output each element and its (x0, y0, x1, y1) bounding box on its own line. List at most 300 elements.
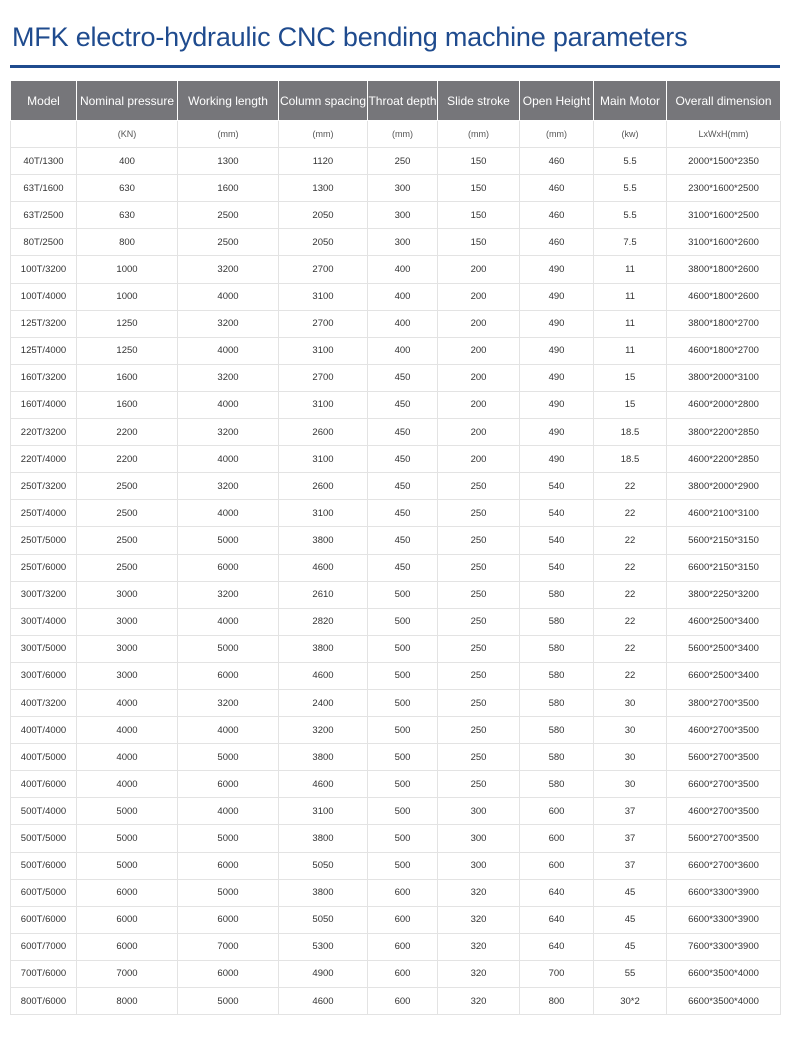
cell-main-motor: 30 (594, 717, 667, 744)
cell-main-motor: 22 (594, 473, 667, 500)
cell-slide-stroke: 320 (438, 988, 520, 1015)
cell-open-height: 580 (520, 717, 594, 744)
cell-working-length: 1600 (178, 175, 279, 202)
cell-slide-stroke: 200 (438, 391, 520, 418)
cell-slide-stroke: 320 (438, 933, 520, 960)
cell-overall-dimension: 6600*3300*3900 (667, 879, 781, 906)
cell-throat-depth: 500 (368, 635, 438, 662)
cell-main-motor: 22 (594, 662, 667, 689)
cell-model: 160T/4000 (11, 391, 77, 418)
cell-column-spacing: 2820 (279, 608, 368, 635)
cell-nominal-pressure: 630 (77, 202, 178, 229)
cell-working-length: 3200 (178, 473, 279, 500)
table-row (11, 310, 781, 337)
header-row (11, 81, 781, 121)
cell-column-spacing: 2700 (279, 310, 368, 337)
cell-nominal-pressure: 2500 (77, 527, 178, 554)
cell-model: 100T/4000 (11, 283, 77, 310)
cell-nominal-pressure: 2500 (77, 473, 178, 500)
cell-model: 250T/3200 (11, 473, 77, 500)
cell-overall-dimension: 6600*2700*3500 (667, 771, 781, 798)
table-row (11, 283, 781, 310)
cell-working-length: 2500 (178, 202, 279, 229)
cell-model: 220T/4000 (11, 446, 77, 473)
cell-nominal-pressure: 3000 (77, 662, 178, 689)
cell-model: 63T/1600 (11, 175, 77, 202)
table-row (11, 608, 781, 635)
cell-main-motor: 22 (594, 608, 667, 635)
cell-main-motor: 37 (594, 852, 667, 879)
cell-overall-dimension: 4600*1800*2600 (667, 283, 781, 310)
cell-overall-dimension: 3800*2200*2850 (667, 419, 781, 446)
unit-slide-stroke: (mm) (438, 121, 520, 148)
cell-main-motor: 37 (594, 798, 667, 825)
cell-overall-dimension: 4600*2000*2800 (667, 391, 781, 418)
cell-nominal-pressure: 1600 (77, 391, 178, 418)
cell-model: 600T/5000 (11, 879, 77, 906)
cell-open-height: 490 (520, 391, 594, 418)
cell-overall-dimension: 6600*2700*3600 (667, 852, 781, 879)
title-underline (10, 65, 780, 68)
cell-overall-dimension: 4600*2700*3500 (667, 717, 781, 744)
cell-main-motor: 30 (594, 744, 667, 771)
cell-model: 700T/6000 (11, 960, 77, 987)
cell-slide-stroke: 250 (438, 473, 520, 500)
cell-throat-depth: 300 (368, 175, 438, 202)
cell-slide-stroke: 200 (438, 283, 520, 310)
cell-main-motor: 45 (594, 933, 667, 960)
cell-column-spacing: 2050 (279, 202, 368, 229)
cell-model: 600T/6000 (11, 906, 77, 933)
table-row (11, 500, 781, 527)
cell-nominal-pressure: 1250 (77, 310, 178, 337)
table-row (11, 148, 781, 175)
cell-slide-stroke: 250 (438, 662, 520, 689)
cell-open-height: 640 (520, 933, 594, 960)
cell-main-motor: 22 (594, 635, 667, 662)
header-open-height: Open Height (520, 81, 594, 121)
table-row (11, 933, 781, 960)
cell-open-height: 600 (520, 825, 594, 852)
cell-working-length: 6000 (178, 771, 279, 798)
cell-open-height: 490 (520, 256, 594, 283)
cell-model: 63T/2500 (11, 202, 77, 229)
cell-nominal-pressure: 2500 (77, 554, 178, 581)
header-nominal-pressure: Nominal pressure (77, 81, 178, 121)
cell-throat-depth: 500 (368, 581, 438, 608)
cell-overall-dimension: 4600*2700*3500 (667, 798, 781, 825)
cell-main-motor: 37 (594, 825, 667, 852)
table-row (11, 419, 781, 446)
cell-open-height: 490 (520, 364, 594, 391)
cell-nominal-pressure: 1600 (77, 364, 178, 391)
cell-overall-dimension: 5600*2700*3500 (667, 744, 781, 771)
cell-main-motor: 22 (594, 581, 667, 608)
cell-working-length: 5000 (178, 825, 279, 852)
cell-slide-stroke: 300 (438, 825, 520, 852)
table-row (11, 581, 781, 608)
cell-nominal-pressure: 4000 (77, 717, 178, 744)
cell-model: 400T/3200 (11, 689, 77, 716)
cell-slide-stroke: 320 (438, 960, 520, 987)
cell-main-motor: 11 (594, 310, 667, 337)
cell-open-height: 580 (520, 662, 594, 689)
cell-working-length: 6000 (178, 662, 279, 689)
cell-nominal-pressure: 2200 (77, 419, 178, 446)
units-row (11, 121, 781, 148)
cell-overall-dimension: 3100*1600*2500 (667, 202, 781, 229)
cell-open-height: 460 (520, 202, 594, 229)
cell-open-height: 580 (520, 581, 594, 608)
table-row (11, 527, 781, 554)
cell-throat-depth: 600 (368, 879, 438, 906)
cell-throat-depth: 400 (368, 310, 438, 337)
cell-working-length: 4000 (178, 500, 279, 527)
cell-model: 125T/3200 (11, 310, 77, 337)
cell-model: 500T/4000 (11, 798, 77, 825)
cell-slide-stroke: 150 (438, 148, 520, 175)
cell-main-motor: 15 (594, 364, 667, 391)
cell-working-length: 4000 (178, 337, 279, 364)
cell-overall-dimension: 7600*3300*3900 (667, 933, 781, 960)
cell-working-length: 3200 (178, 581, 279, 608)
cell-nominal-pressure: 3000 (77, 608, 178, 635)
cell-main-motor: 30 (594, 689, 667, 716)
table-body (11, 121, 781, 1015)
table-row (11, 960, 781, 987)
cell-slide-stroke: 150 (438, 229, 520, 256)
cell-working-length: 3200 (178, 419, 279, 446)
cell-column-spacing: 3100 (279, 391, 368, 418)
cell-column-spacing: 2700 (279, 364, 368, 391)
cell-nominal-pressure: 3000 (77, 581, 178, 608)
cell-main-motor: 18.5 (594, 419, 667, 446)
cell-column-spacing: 3200 (279, 717, 368, 744)
cell-nominal-pressure: 6000 (77, 879, 178, 906)
cell-column-spacing: 4600 (279, 554, 368, 581)
table-row (11, 689, 781, 716)
header-main-motor: Main Motor (594, 81, 667, 121)
cell-throat-depth: 450 (368, 446, 438, 473)
cell-main-motor: 30 (594, 771, 667, 798)
cell-model: 100T/3200 (11, 256, 77, 283)
cell-open-height: 600 (520, 798, 594, 825)
table-row (11, 635, 781, 662)
cell-open-height: 460 (520, 175, 594, 202)
cell-slide-stroke: 250 (438, 771, 520, 798)
cell-nominal-pressure: 4000 (77, 771, 178, 798)
cell-model: 600T/7000 (11, 933, 77, 960)
cell-slide-stroke: 250 (438, 608, 520, 635)
table-row (11, 906, 781, 933)
table-row (11, 446, 781, 473)
cell-column-spacing: 3100 (279, 798, 368, 825)
cell-working-length: 5000 (178, 879, 279, 906)
table-row (11, 473, 781, 500)
cell-column-spacing: 5050 (279, 852, 368, 879)
cell-throat-depth: 500 (368, 852, 438, 879)
cell-working-length: 3200 (178, 256, 279, 283)
cell-slide-stroke: 200 (438, 256, 520, 283)
table-row (11, 364, 781, 391)
table-row (11, 229, 781, 256)
cell-nominal-pressure: 2200 (77, 446, 178, 473)
cell-throat-depth: 500 (368, 689, 438, 716)
cell-open-height: 540 (520, 527, 594, 554)
cell-nominal-pressure: 5000 (77, 825, 178, 852)
cell-working-length: 7000 (178, 933, 279, 960)
header-column-spacing: Column spacing (279, 81, 368, 121)
table-row (11, 825, 781, 852)
cell-working-length: 6000 (178, 852, 279, 879)
cell-column-spacing: 1120 (279, 148, 368, 175)
cell-overall-dimension: 4600*2500*3400 (667, 608, 781, 635)
cell-working-length: 5000 (178, 988, 279, 1015)
cell-overall-dimension: 3800*2000*2900 (667, 473, 781, 500)
cell-working-length: 5000 (178, 527, 279, 554)
cell-main-motor: 5.5 (594, 202, 667, 229)
cell-main-motor: 55 (594, 960, 667, 987)
cell-nominal-pressure: 400 (77, 148, 178, 175)
cell-nominal-pressure: 800 (77, 229, 178, 256)
cell-nominal-pressure: 8000 (77, 988, 178, 1015)
cell-working-length: 1300 (178, 148, 279, 175)
cell-model: 250T/5000 (11, 527, 77, 554)
cell-working-length: 3200 (178, 310, 279, 337)
cell-slide-stroke: 250 (438, 689, 520, 716)
cell-column-spacing: 2400 (279, 689, 368, 716)
cell-working-length: 3200 (178, 689, 279, 716)
cell-throat-depth: 400 (368, 256, 438, 283)
cell-main-motor: 45 (594, 906, 667, 933)
cell-main-motor: 45 (594, 879, 667, 906)
cell-overall-dimension: 4600*2200*2850 (667, 446, 781, 473)
cell-slide-stroke: 250 (438, 717, 520, 744)
cell-overall-dimension: 6600*3300*3900 (667, 906, 781, 933)
cell-throat-depth: 450 (368, 527, 438, 554)
table-row (11, 744, 781, 771)
header-throat-depth: Throat depth (368, 81, 438, 121)
cell-throat-depth: 500 (368, 798, 438, 825)
unit-overall-dimension: LxWxH(mm) (667, 121, 781, 148)
cell-throat-depth: 450 (368, 391, 438, 418)
table-row (11, 771, 781, 798)
cell-model: 220T/3200 (11, 419, 77, 446)
unit-open-height: (mm) (520, 121, 594, 148)
cell-overall-dimension: 3800*2250*3200 (667, 581, 781, 608)
cell-overall-dimension: 6600*3500*4000 (667, 988, 781, 1015)
cell-throat-depth: 250 (368, 148, 438, 175)
cell-model: 300T/3200 (11, 581, 77, 608)
header-overall-dimension: Overall dimension (667, 81, 781, 121)
cell-slide-stroke: 200 (438, 364, 520, 391)
cell-nominal-pressure: 3000 (77, 635, 178, 662)
cell-throat-depth: 500 (368, 717, 438, 744)
cell-main-motor: 11 (594, 337, 667, 364)
cell-model: 400T/4000 (11, 717, 77, 744)
cell-main-motor: 11 (594, 256, 667, 283)
cell-working-length: 4000 (178, 391, 279, 418)
cell-open-height: 490 (520, 310, 594, 337)
cell-main-motor: 7.5 (594, 229, 667, 256)
cell-overall-dimension: 3100*1600*2600 (667, 229, 781, 256)
cell-throat-depth: 500 (368, 608, 438, 635)
cell-model: 40T/1300 (11, 148, 77, 175)
cell-nominal-pressure: 1250 (77, 337, 178, 364)
cell-model: 250T/4000 (11, 500, 77, 527)
parameters-table (10, 80, 781, 1015)
unit-column-spacing: (mm) (279, 121, 368, 148)
cell-slide-stroke: 320 (438, 879, 520, 906)
cell-column-spacing: 3100 (279, 500, 368, 527)
unit-throat-depth: (mm) (368, 121, 438, 148)
table-row (11, 662, 781, 689)
cell-open-height: 600 (520, 852, 594, 879)
cell-slide-stroke: 250 (438, 554, 520, 581)
cell-column-spacing: 3800 (279, 879, 368, 906)
cell-overall-dimension: 5600*2700*3500 (667, 825, 781, 852)
cell-slide-stroke: 300 (438, 798, 520, 825)
cell-column-spacing: 3100 (279, 337, 368, 364)
cell-model: 500T/6000 (11, 852, 77, 879)
cell-main-motor: 5.5 (594, 148, 667, 175)
cell-throat-depth: 600 (368, 933, 438, 960)
cell-open-height: 580 (520, 771, 594, 798)
table-row (11, 879, 781, 906)
cell-column-spacing: 3800 (279, 527, 368, 554)
cell-model: 160T/3200 (11, 364, 77, 391)
table-row (11, 717, 781, 744)
cell-column-spacing: 3800 (279, 744, 368, 771)
cell-model: 250T/6000 (11, 554, 77, 581)
cell-open-height: 640 (520, 906, 594, 933)
table-row (11, 337, 781, 364)
cell-model: 300T/6000 (11, 662, 77, 689)
cell-column-spacing: 1300 (279, 175, 368, 202)
cell-working-length: 3200 (178, 364, 279, 391)
cell-main-motor: 22 (594, 527, 667, 554)
cell-overall-dimension: 5600*2500*3400 (667, 635, 781, 662)
cell-nominal-pressure: 1000 (77, 283, 178, 310)
cell-throat-depth: 450 (368, 500, 438, 527)
cell-open-height: 580 (520, 608, 594, 635)
cell-throat-depth: 450 (368, 473, 438, 500)
cell-column-spacing: 4900 (279, 960, 368, 987)
cell-open-height: 460 (520, 229, 594, 256)
table-row (11, 852, 781, 879)
cell-overall-dimension: 6600*3500*4000 (667, 960, 781, 987)
cell-working-length: 6000 (178, 960, 279, 987)
cell-main-motor: 5.5 (594, 175, 667, 202)
cell-throat-depth: 300 (368, 229, 438, 256)
cell-throat-depth: 600 (368, 960, 438, 987)
cell-overall-dimension: 5600*2150*3150 (667, 527, 781, 554)
cell-slide-stroke: 200 (438, 419, 520, 446)
cell-working-length: 4000 (178, 283, 279, 310)
cell-slide-stroke: 250 (438, 744, 520, 771)
unit-nominal-pressure: (KN) (77, 121, 178, 148)
cell-main-motor: 22 (594, 500, 667, 527)
cell-throat-depth: 500 (368, 662, 438, 689)
cell-model: 500T/5000 (11, 825, 77, 852)
cell-column-spacing: 5300 (279, 933, 368, 960)
header-model: Model (11, 81, 77, 121)
unit-working-length: (mm) (178, 121, 279, 148)
cell-main-motor: 18.5 (594, 446, 667, 473)
cell-column-spacing: 3800 (279, 635, 368, 662)
cell-slide-stroke: 150 (438, 175, 520, 202)
cell-throat-depth: 600 (368, 988, 438, 1015)
cell-slide-stroke: 200 (438, 446, 520, 473)
cell-nominal-pressure: 5000 (77, 798, 178, 825)
cell-nominal-pressure: 4000 (77, 689, 178, 716)
unit-main-motor: (kw) (594, 121, 667, 148)
cell-throat-depth: 500 (368, 744, 438, 771)
cell-column-spacing: 4600 (279, 662, 368, 689)
cell-overall-dimension: 2000*1500*2350 (667, 148, 781, 175)
cell-working-length: 6000 (178, 554, 279, 581)
cell-main-motor: 30*2 (594, 988, 667, 1015)
cell-open-height: 540 (520, 473, 594, 500)
cell-main-motor: 22 (594, 554, 667, 581)
cell-model: 80T/2500 (11, 229, 77, 256)
cell-column-spacing: 2610 (279, 581, 368, 608)
cell-open-height: 580 (520, 635, 594, 662)
table-row (11, 988, 781, 1015)
cell-working-length: 5000 (178, 744, 279, 771)
cell-open-height: 490 (520, 337, 594, 364)
cell-open-height: 460 (520, 148, 594, 175)
cell-slide-stroke: 150 (438, 202, 520, 229)
cell-open-height: 490 (520, 283, 594, 310)
cell-open-height: 490 (520, 446, 594, 473)
cell-model: 400T/6000 (11, 771, 77, 798)
cell-slide-stroke: 300 (438, 852, 520, 879)
cell-nominal-pressure: 5000 (77, 852, 178, 879)
cell-overall-dimension: 2300*1600*2500 (667, 175, 781, 202)
cell-column-spacing: 2600 (279, 473, 368, 500)
cell-main-motor: 11 (594, 283, 667, 310)
cell-throat-depth: 400 (368, 337, 438, 364)
cell-nominal-pressure: 6000 (77, 906, 178, 933)
cell-working-length: 6000 (178, 906, 279, 933)
cell-overall-dimension: 3800*1800*2600 (667, 256, 781, 283)
cell-column-spacing: 4600 (279, 771, 368, 798)
cell-working-length: 2500 (178, 229, 279, 256)
cell-open-height: 580 (520, 689, 594, 716)
cell-working-length: 5000 (178, 635, 279, 662)
cell-open-height: 700 (520, 960, 594, 987)
cell-throat-depth: 450 (368, 364, 438, 391)
cell-slide-stroke: 250 (438, 527, 520, 554)
cell-working-length: 4000 (178, 446, 279, 473)
cell-overall-dimension: 4600*2100*3100 (667, 500, 781, 527)
table-row (11, 256, 781, 283)
header-working-length: Working length (178, 81, 279, 121)
cell-open-height: 800 (520, 988, 594, 1015)
cell-nominal-pressure: 4000 (77, 744, 178, 771)
cell-model: 125T/4000 (11, 337, 77, 364)
cell-slide-stroke: 250 (438, 635, 520, 662)
cell-throat-depth: 300 (368, 202, 438, 229)
cell-column-spacing: 2600 (279, 419, 368, 446)
cell-overall-dimension: 6600*2500*3400 (667, 662, 781, 689)
cell-overall-dimension: 3800*2700*3500 (667, 689, 781, 716)
table-row (11, 554, 781, 581)
cell-slide-stroke: 250 (438, 500, 520, 527)
cell-working-length: 4000 (178, 717, 279, 744)
cell-throat-depth: 450 (368, 554, 438, 581)
